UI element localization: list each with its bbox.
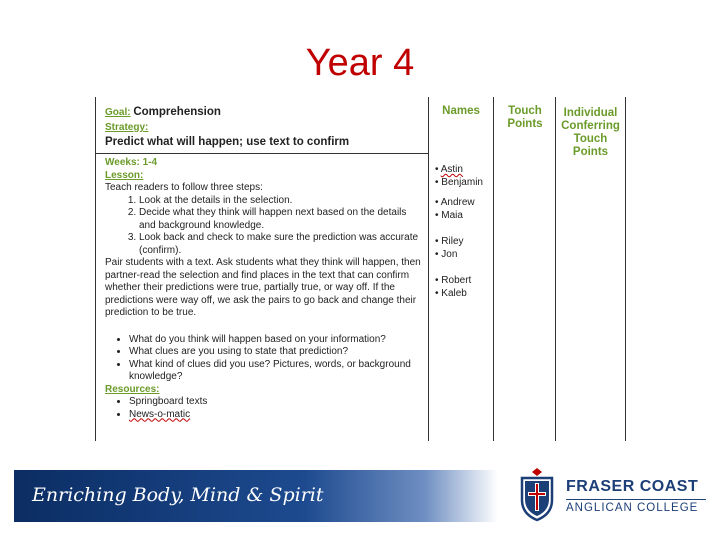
name-group [435, 275, 493, 300]
step-item: 1. Look at the details in the selection. [139, 195, 425, 208]
brand-name: FRASER COAST [566, 478, 699, 495]
weeks-label: Weeks: 1-4 [105, 157, 158, 168]
student-name [435, 236, 493, 249]
step-item: 2. Decide what they think will happen next based on the details and background knowledge. [139, 207, 425, 232]
resource-item: • Springboard texts [129, 396, 425, 409]
resources-label: Resources: [105, 383, 160, 395]
college-crest-icon [516, 466, 558, 522]
strategy-label: Strategy: [105, 122, 149, 133]
question-item: • What do you think will happen based on your information? [129, 334, 425, 347]
resource-item [129, 409, 425, 422]
student-name-text: Jon [441, 248, 458, 260]
motto-banner [14, 470, 498, 522]
student-name-text: Maia [441, 209, 463, 221]
names-header: Names [442, 105, 480, 117]
student-name-text: Astin [440, 164, 463, 175]
student-name-text: Andrew [440, 197, 475, 208]
slide-title: Year 4 [305, 42, 415, 84]
brand-divider [566, 499, 706, 500]
name-group [435, 236, 493, 261]
column-divider-2 [493, 97, 494, 441]
student-name [435, 275, 493, 288]
student-name [435, 210, 493, 223]
column-divider-1 [428, 97, 429, 441]
table-border-left [95, 97, 96, 441]
student-name-text: Robert [441, 275, 472, 286]
goal-label: Goal: [105, 107, 131, 118]
student-name [435, 288, 493, 301]
motto-text: Enriching Body, Mind & Spirit [32, 484, 324, 506]
strategy-value: Predict what will happen; use text to confirm [105, 136, 350, 148]
footer [0, 466, 720, 526]
questions-list [105, 334, 425, 384]
goal-row-divider [95, 153, 429, 154]
lesson-intro: Teach readers to follow three steps: [105, 182, 263, 193]
steps-list [105, 195, 425, 258]
touch-points-header: Touch Points [507, 105, 543, 130]
goal-value: Comprehension [133, 106, 221, 118]
column-divider-4 [625, 97, 626, 441]
lesson-plan-table [95, 97, 652, 441]
student-name [435, 197, 493, 210]
student-name [435, 164, 493, 177]
resources-list [105, 396, 425, 421]
lesson-label: Lesson: [105, 169, 144, 181]
individual-conferring-header: Individual Conferring Touch Points [561, 107, 620, 158]
resource-item-text: News-o-matic [129, 408, 191, 420]
step-item: 3. Look back and check to make sure the prediction was accurate (confirm). [139, 232, 425, 257]
student-name-text: Riley [441, 236, 464, 247]
question-item: • What kind of clues did you use? Pictures, words, or background knowledge? [129, 359, 425, 384]
student-name-text: Benjamin [441, 176, 483, 188]
lesson-paragraph: Pair students with a text. Ask students what they think will happen, then partner-read the selection and find places in the text that can confirm whether their predictions were true, partially true, or way off. If the predictions were way off, we ask the pairs to go back and change their prediction to be true. [105, 257, 421, 318]
name-group [435, 164, 493, 189]
lesson-block [105, 157, 425, 421]
goal-block [105, 105, 425, 150]
spacer [105, 320, 425, 334]
student-name [435, 249, 493, 262]
names-column [435, 164, 493, 308]
brand-subtitle: ANGLICAN COLLEGE [566, 502, 699, 514]
student-name [435, 177, 493, 190]
name-group [435, 197, 493, 222]
student-name-text: Kaleb [441, 287, 467, 299]
question-item: • What clues are you using to state that prediction? [129, 346, 425, 359]
